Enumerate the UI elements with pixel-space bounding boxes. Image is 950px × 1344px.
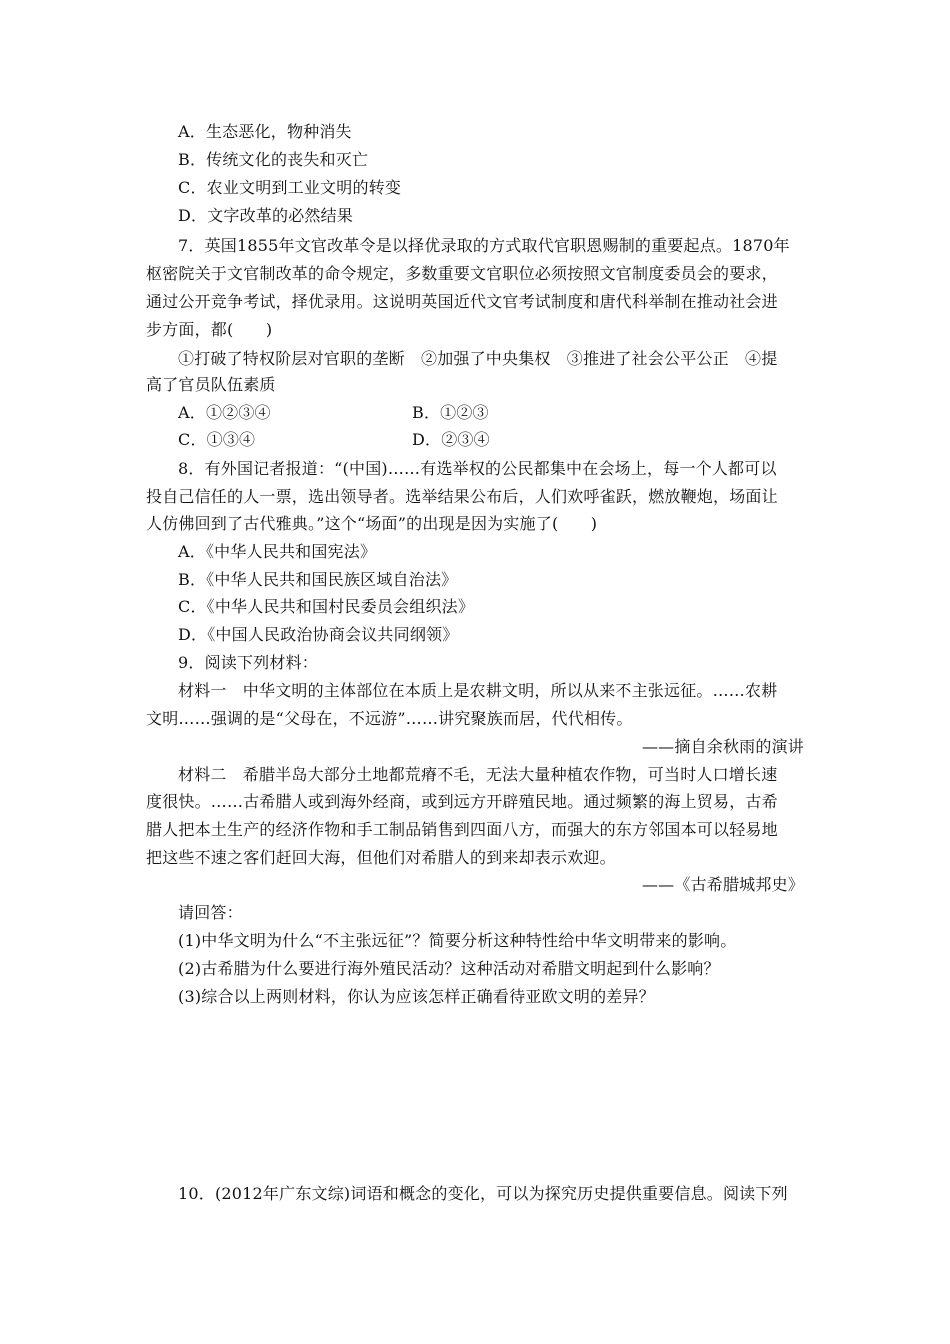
q9-material-2-line-1: 材料二 希腊半岛大部分土地都荒瘠不毛，无法大量种植农作物，可当时人口增长速 [178, 765, 778, 784]
q7-stem-line-2: 枢密院关于文官制改革的命令规定，多数重要文官职位必须按照文官制度委员会的要求， [146, 264, 778, 283]
q9-subquestion-2: (2)古希腊为什么要进行海外殖民活动？这种活动对希腊文明起到什么影响？ [178, 959, 720, 978]
q7-option-d: D．②③④ [412, 430, 490, 449]
q8-option-a: A．《中华人民共和国宪法》 [178, 542, 377, 561]
q9-material-1-source: ——摘自余秋雨的演讲 [641, 737, 804, 756]
q7-stem-line-1: 7．英国1855年文官改革令是以择优录取的方式取代官职恩赐制的重要起点。1870年 [178, 236, 790, 255]
q9-material-1-line-2: 文明……强调的是“父母在，不远游”……讲究聚族而居，代代相传。 [146, 709, 633, 728]
q9-intro: 9．阅读下列材料： [178, 653, 318, 672]
q6-option-c: C．农业文明到工业文明的转变 [178, 178, 402, 197]
q9-material-2-line-4: 把这些不速之客们赶回大海，但他们对希腊人的到来却表示欢迎。 [146, 848, 616, 867]
q10-stem-line-1: 10．(2012年广东文综)词语和概念的变化，可以为探究历史提供重要信息。阅读下列 [178, 1184, 788, 1203]
q6-option-b: B．传统文化的丧失和灭亡 [178, 150, 369, 169]
q7-items-line-1: ①打破了特权阶层对官职的垄断 ②加强了中央集权 ③推进了社会公平公正 ④提 [178, 349, 778, 368]
q8-option-d: D．《中国人民政治协商会议共同纲领》 [178, 625, 459, 644]
q7-stem-line-4: 步方面，都( ) [146, 320, 273, 339]
q7-option-a: A．①②③④ [178, 403, 271, 422]
q8-stem-line-1: 8．有外国记者报道：“(中国)……有选举权的公民都集中在会场上，每一个人都可以 [178, 459, 777, 478]
q8-option-c: C．《中华人民共和国村民委员会组织法》 [178, 597, 475, 616]
q6-option-a: A．生态恶化，物种消失 [178, 122, 352, 141]
q8-stem-line-3: 人仿佛回到了古代雅典。”这个“场面”的出现是因为实施了( ) [146, 514, 598, 533]
q8-stem-line-2: 投自己信任的人一票，选出领导者。选举结果公布后，人们欢呼雀跃，燃放鞭炮，场面让 [146, 487, 778, 506]
q9-answer-prompt: 请回答： [178, 903, 243, 922]
q9-material-1-line-1: 材料一 中华文明的主体部位在本质上是农耕文明，所以从来不主张远征。……农耕 [178, 681, 778, 700]
q7-items-line-2: 高了官员队伍素质 [146, 375, 276, 394]
q6-option-d: D．文字改革的必然结果 [178, 206, 354, 225]
q7-stem-line-3: 通过公开竞争考试，择优录用。这说明英国近代文官考试制度和唐代科举制在推动社会进 [146, 292, 778, 311]
q9-material-2-line-2: 度很快。……古希腊人或到海外经商，或到远方开辟殖民地。通过频繁的海上贸易，古希 [146, 792, 778, 811]
q9-material-2-line-3: 腊人把本土生产的经济作物和手工制品销售到四面八方，而强大的东方邻国本可以轻易地 [146, 820, 778, 839]
q9-subquestion-1: (1)中华文明为什么“不主张远征”？简要分析这种特性给中华文明带来的影响。 [178, 931, 737, 950]
q9-subquestion-3: (3)综合以上两则材料，你认为应该怎样正确看待亚欧文明的差异？ [178, 987, 655, 1006]
q8-option-b: B．《中华人民共和国民族区域自治法》 [178, 570, 458, 589]
q7-option-b: B．①②③ [412, 403, 489, 422]
q7-option-c: C．①③④ [178, 430, 256, 449]
q9-material-2-source: ——《古希腊城邦史》 [641, 875, 804, 894]
